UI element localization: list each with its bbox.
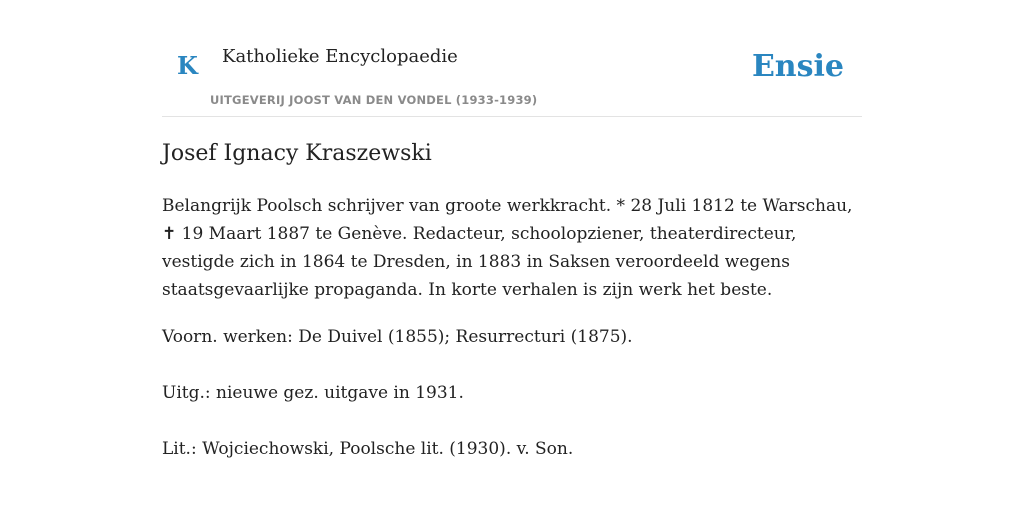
- article-works-paragraph: Voorn. werken: De Duivel (1855); Resurrecturi (1875).: [162, 327, 633, 347]
- site-header: [162, 0, 862, 117]
- publisher-subtitle: UITGEVERIJ JOOST VAN DEN VONDEL (1933-1939): [210, 93, 538, 107]
- article-literature-paragraph: Lit.: Wojciechowski, Poolsche lit. (1930). v. Son.: [162, 439, 574, 459]
- article-intro-paragraph: Belangrijk Poolsch schrijver van groote werkkracht. * 28 Juli 1812 te Warschau, ✝ 19 Maart 1887 te Genève. Redacteur, schoolopziener, theaterdirecteur, vestigde zich in 1864 te Dresden, in 1883 in Saksen veroordeeld wegens staatsgevaarlijke propaganda. In korte verhalen is zijn werk het beste.: [162, 196, 853, 300]
- article-title: Josef Ignacy Kraszewski: [162, 141, 432, 166]
- article-content: [162, 138, 862, 463]
- site-title[interactable]: Katholieke Encyclopaedie: [222, 46, 458, 67]
- article-edition-paragraph: Uitg.: nieuwe gez. uitgave in 1931.: [162, 383, 464, 403]
- logo-icon[interactable]: K: [177, 51, 198, 80]
- ensie-logo-link[interactable]: Ensie: [751, 49, 844, 84]
